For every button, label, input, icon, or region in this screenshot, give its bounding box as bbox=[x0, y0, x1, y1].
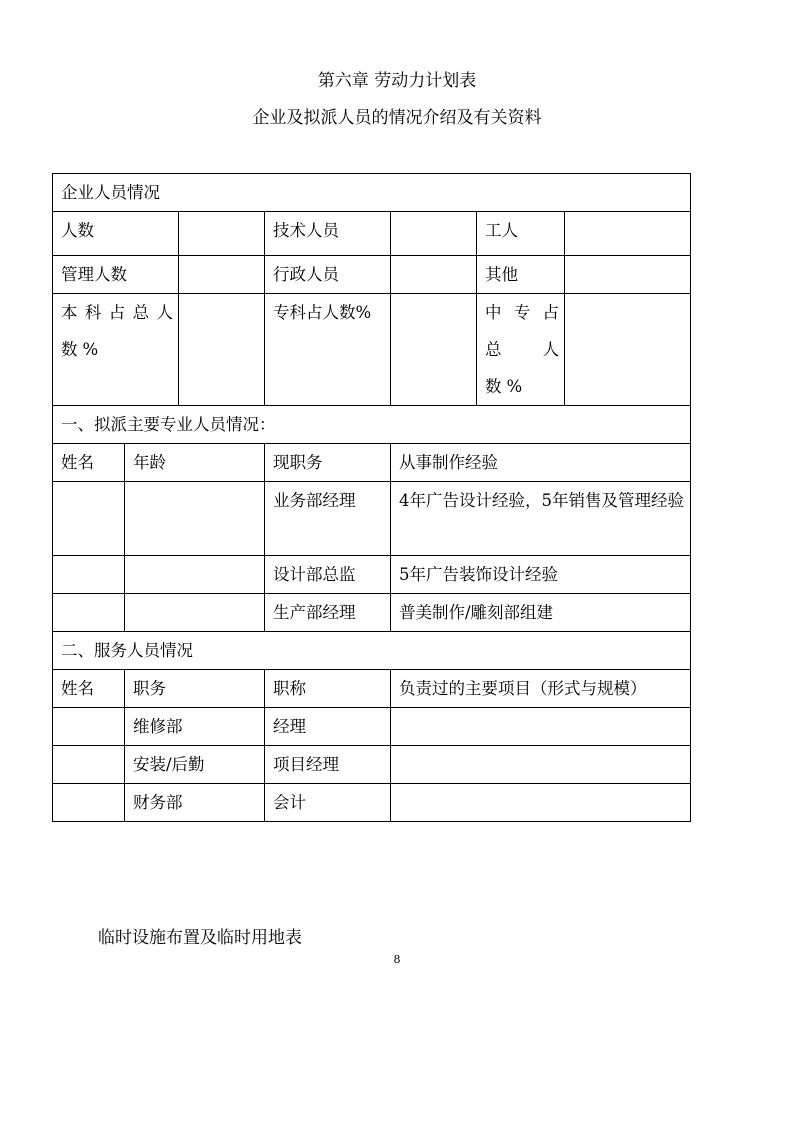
service-row-3-projects bbox=[391, 784, 691, 822]
service-row-1-position: 维修部 bbox=[125, 708, 265, 746]
header-experience: 从事制作经验 bbox=[391, 444, 691, 482]
service-row-3-name bbox=[53, 784, 125, 822]
service-row-1-title: 经理 bbox=[265, 708, 391, 746]
page-number: 8 bbox=[393, 953, 401, 966]
prof-row-3-age bbox=[125, 594, 265, 632]
prof-row-2-name bbox=[53, 556, 125, 594]
service-header-projects: 负责过的主要项目（形式与规模） bbox=[391, 670, 691, 708]
value-workers bbox=[565, 212, 691, 256]
prof-row-2-position: 设计部总监 bbox=[265, 556, 391, 594]
service-row-2-name bbox=[53, 746, 125, 784]
service-row-1-projects bbox=[391, 708, 691, 746]
service-section-title: 二、服务人员情况 bbox=[53, 632, 691, 670]
label-technical-staff: 技术人员 bbox=[265, 212, 391, 256]
chapter-title: 第六章 劳动力计划表 bbox=[317, 71, 477, 91]
value-admin-staff bbox=[391, 256, 477, 294]
label-headcount: 人数 bbox=[53, 212, 179, 256]
service-row-3-title: 会计 bbox=[265, 784, 391, 822]
prof-row-3-name bbox=[53, 594, 125, 632]
service-row-2-position: 安装/后勤 bbox=[125, 746, 265, 784]
document-subtitle: 企业及拟派人员的情况介绍及有关资料 bbox=[252, 108, 542, 128]
service-row-2-projects bbox=[391, 746, 691, 784]
label-management: 管理人数 bbox=[53, 256, 179, 294]
prof-row-1-position: 业务部经理 bbox=[265, 482, 391, 556]
prof-row-2-age bbox=[125, 556, 265, 594]
prof-row-2-experience: 5年广告装饰设计经验 bbox=[391, 556, 691, 594]
label-bachelor-ratio: 本科占总人数% bbox=[53, 294, 179, 406]
label-admin-staff: 行政人员 bbox=[265, 256, 391, 294]
value-college-ratio bbox=[391, 294, 477, 406]
prof-row-1-age bbox=[125, 482, 265, 556]
prof-row-3-position: 生产部经理 bbox=[265, 594, 391, 632]
prof-row-1-name bbox=[53, 482, 125, 556]
label-other: 其他 bbox=[477, 256, 565, 294]
service-header-name: 姓名 bbox=[53, 670, 125, 708]
service-header-title: 职称 bbox=[265, 670, 391, 708]
service-row-2-title: 项目经理 bbox=[265, 746, 391, 784]
enterprise-section-title: 企业人员情况 bbox=[53, 174, 691, 212]
value-bachelor-ratio bbox=[179, 294, 265, 406]
service-row-1-name bbox=[53, 708, 125, 746]
service-row-3-position: 财务部 bbox=[125, 784, 265, 822]
header-current-position: 现职务 bbox=[265, 444, 391, 482]
prof-row-1-experience: 4年广告设计经验，5年销售及管理经验 bbox=[391, 482, 691, 556]
value-other bbox=[565, 256, 691, 294]
next-section-heading: 临时设施布置及临时用地表 bbox=[98, 928, 302, 948]
header-age: 年龄 bbox=[125, 444, 265, 482]
label-secondary-ratio: 中专占总人数% bbox=[477, 294, 565, 406]
value-secondary-ratio bbox=[565, 294, 691, 406]
prof-row-3-experience: 普美制作/雕刻部组建 bbox=[391, 594, 691, 632]
service-header-position: 职务 bbox=[125, 670, 265, 708]
value-headcount bbox=[179, 212, 265, 256]
personnel-table bbox=[52, 173, 691, 822]
professional-section-title: 一、拟派主要专业人员情况： bbox=[53, 406, 691, 444]
header-name: 姓名 bbox=[53, 444, 125, 482]
value-management bbox=[179, 256, 265, 294]
label-college-ratio: 专科占人数% bbox=[265, 294, 391, 406]
value-technical-staff bbox=[391, 212, 477, 256]
label-workers: 工人 bbox=[477, 212, 565, 256]
